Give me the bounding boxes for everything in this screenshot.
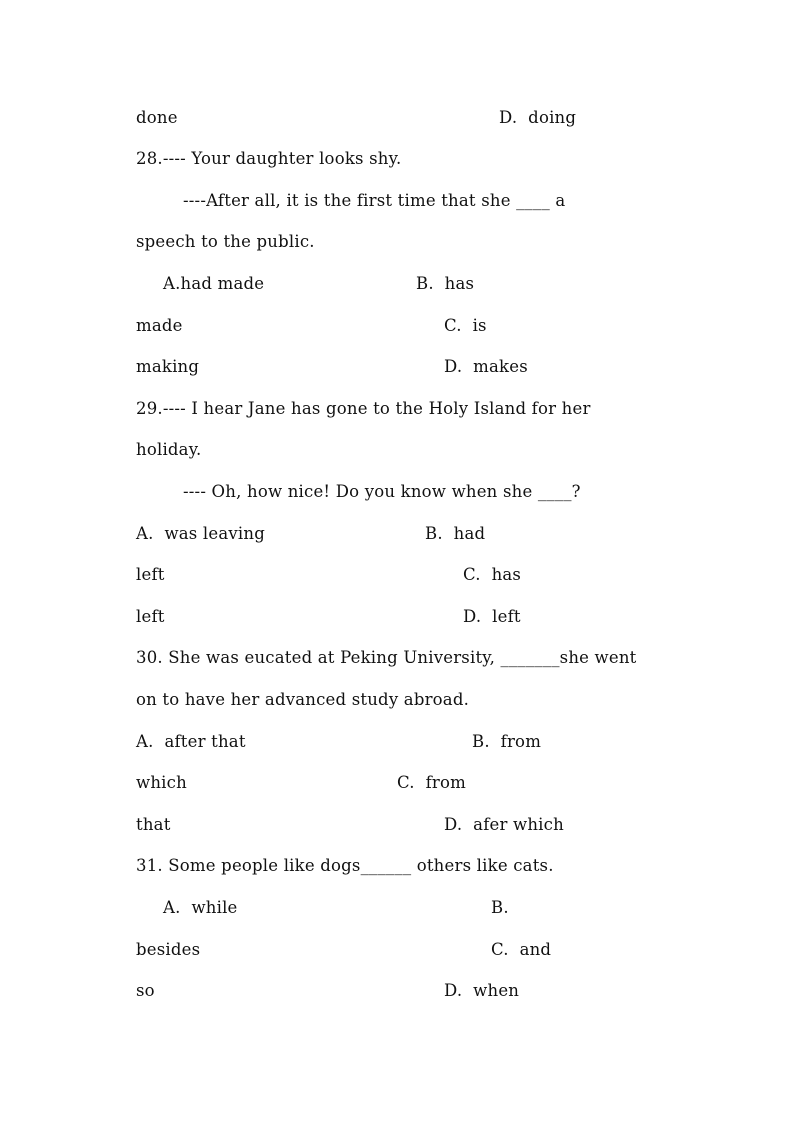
text-line: on to have her advanced study abroad. xyxy=(136,690,470,709)
option-a: A. was leaving xyxy=(136,524,265,543)
option-d: D. left xyxy=(463,607,521,626)
text-line: so xyxy=(136,981,155,1000)
question-31: 31. Some people like dogs______ others like cats. xyxy=(136,856,554,875)
text-line: making xyxy=(136,357,200,376)
option-b: B. had xyxy=(425,524,486,543)
option-c: C. has xyxy=(463,565,522,584)
option-d: D. doing xyxy=(499,108,577,127)
text-line: left xyxy=(136,607,165,626)
question-30: 30. She was eucated at Peking University, _______she went xyxy=(136,648,637,667)
text-line: made xyxy=(136,316,183,335)
text-line: that xyxy=(136,815,171,834)
option-c: C. from xyxy=(397,773,466,792)
option-a: A.had made xyxy=(163,274,265,293)
option-a: A. after that xyxy=(136,732,246,751)
option-d: D. makes xyxy=(444,357,528,376)
option-c: C. is xyxy=(444,316,487,335)
question-29: 29.---- I hear Jane has gone to the Holy Island for her xyxy=(136,399,591,418)
option-d: D. afer which xyxy=(444,815,564,834)
text-line: left xyxy=(136,565,165,584)
text-line: done xyxy=(136,108,178,127)
text-line: which xyxy=(136,773,187,792)
text-line: besides xyxy=(136,940,201,959)
option-d: D. when xyxy=(444,981,520,1000)
option-c: C. and xyxy=(491,940,552,959)
text-line: ----After all, it is the first time that she ____ a xyxy=(183,191,566,210)
question-28: 28.---- Your daughter looks shy. xyxy=(136,149,402,168)
text-line: holiday. xyxy=(136,440,202,459)
option-a: A. while xyxy=(163,898,238,917)
text-line: ---- Oh, how nice! Do you know when she ____? xyxy=(183,482,581,501)
option-b: B. from xyxy=(472,732,542,751)
option-b: B. xyxy=(491,898,509,917)
option-b: B. has xyxy=(416,274,475,293)
text-line: speech to the public. xyxy=(136,232,315,251)
